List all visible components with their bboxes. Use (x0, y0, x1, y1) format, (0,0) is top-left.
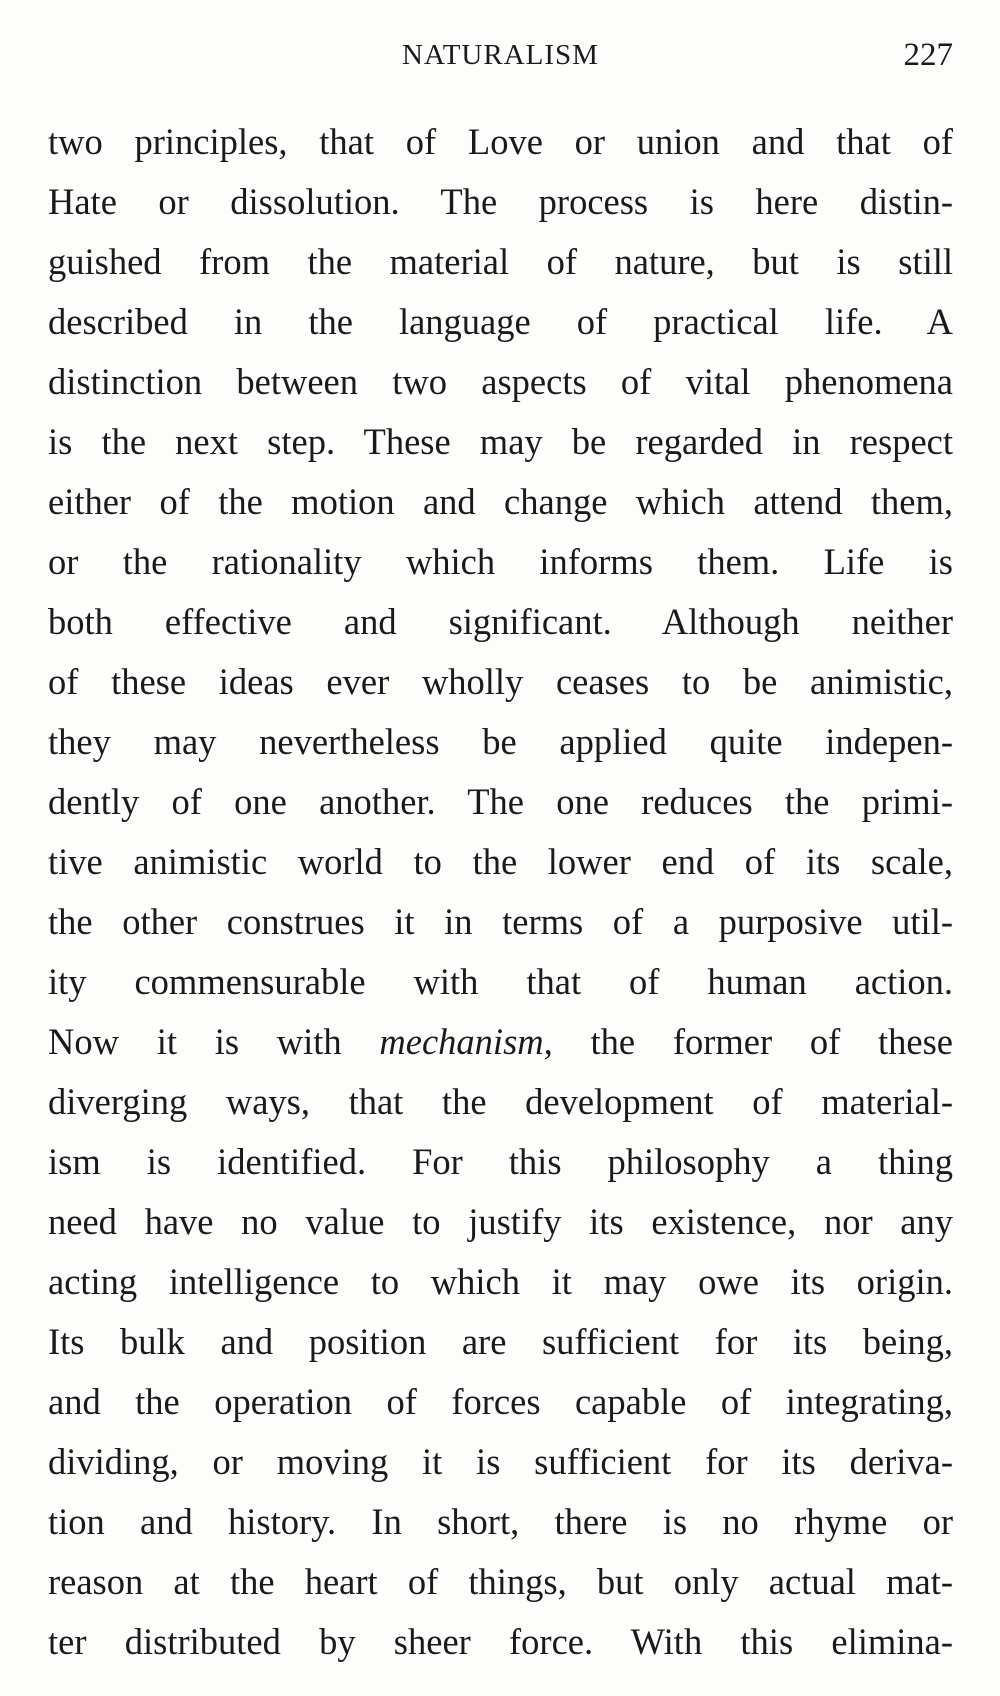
text-line: acting intelligence to which it may owe its origin. (48, 1261, 953, 1302)
text-line (48, 1012, 953, 1072)
text-line: need have no value to justify its existence, nor any (48, 1201, 953, 1242)
text-line: two principles, that of Love or union and that of (48, 121, 953, 162)
text-line: Its bulk and position are sufficient for its being, (48, 1321, 953, 1362)
text-line: ter distributed by sheer force. With this elimina- (48, 1621, 953, 1662)
text-line: ity commensurable with that of human action. (48, 961, 953, 1002)
text-line: of these ideas ever wholly ceases to be animistic, (48, 661, 953, 702)
text-line: distinction between two aspects of vital phenomena (48, 361, 953, 402)
text-line: described in the language of practical life. A (48, 301, 953, 342)
text-line: is the next step. These may be regarded in respect (48, 421, 953, 462)
text-line: dently of one another. The one reduces the primi- (48, 781, 953, 822)
text-line: or the rationality which informs them. Life is (48, 541, 953, 582)
text-line: both effective and significant. Although neither (48, 601, 953, 642)
text-segment: Now it is with (48, 1021, 380, 1062)
running-head (48, 30, 953, 80)
text-line: either of the motion and change which attend them, (48, 481, 953, 522)
text-segment: the former of these (552, 1021, 953, 1062)
body-text (48, 112, 953, 1672)
text-line: tion and history. In short, there is no rhyme or (48, 1501, 953, 1542)
text-line: dividing, or moving it is sufficient for its deriva- (48, 1441, 953, 1482)
text-line: tive animistic world to the lower end of its scale, (48, 841, 953, 882)
text-line: ism is identified. For this philosophy a thing (48, 1141, 953, 1182)
running-title: NATURALISM (402, 39, 599, 71)
page-number: 227 (903, 37, 953, 73)
text-line: reason at the heart of things, but only actual mat- (48, 1561, 953, 1602)
text-line: they may nevertheless be applied quite indepen- (48, 721, 953, 762)
italic-term: mechanism, (379, 1021, 553, 1062)
text-line: the other construes it in terms of a purposive util- (48, 901, 953, 942)
text-line: guished from the material of nature, but is still (48, 241, 953, 282)
text-line: Hate or dissolution. The process is here distin- (48, 181, 953, 222)
text-line: diverging ways, that the development of material- (48, 1081, 953, 1122)
text-line: and the operation of forces capable of integrating, (48, 1381, 953, 1422)
